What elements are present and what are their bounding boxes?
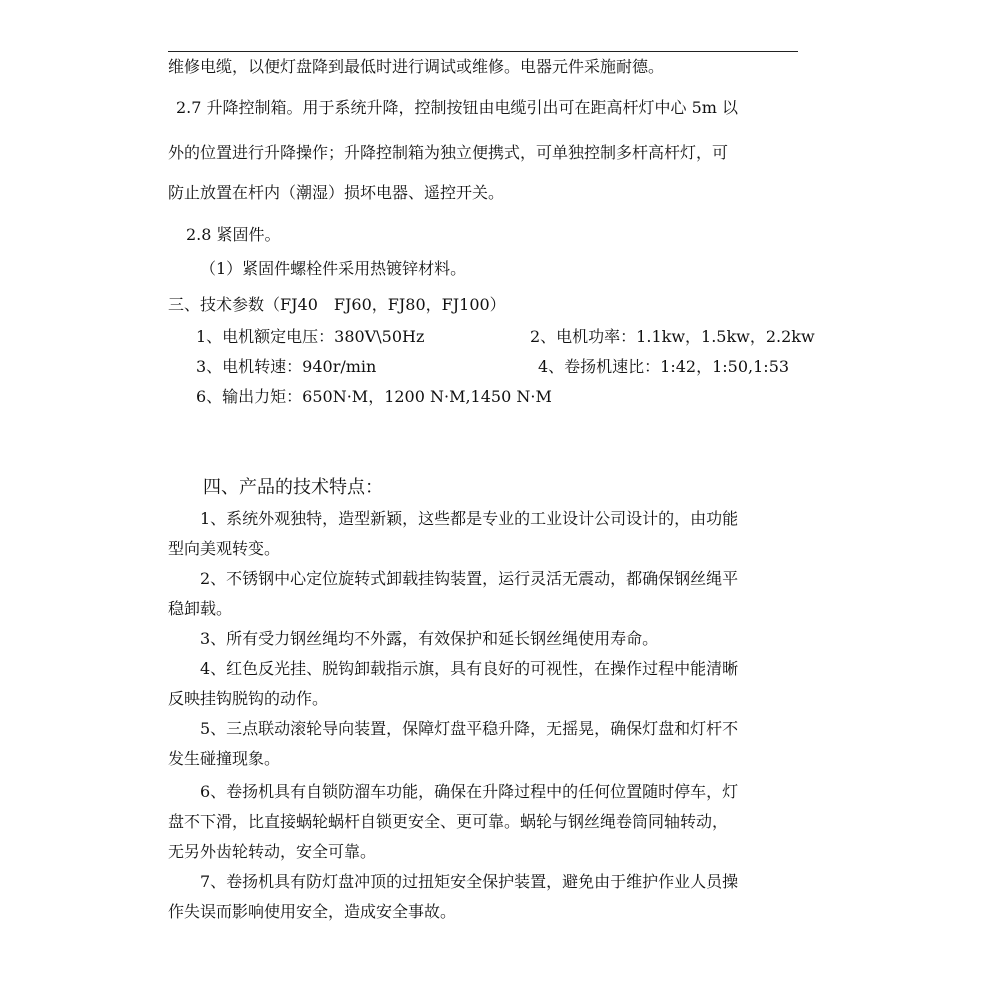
section-3-title: 三、技术参数（FJ40 FJ60，FJ80，FJ100） bbox=[168, 295, 506, 314]
param-speed: 3、电机转速：940r/min bbox=[196, 357, 377, 376]
feature-1-line-2: 型向美观转变。 bbox=[168, 539, 281, 558]
paragraph-2-7-line-1: 2.7 升降控制箱。用于系统升降，控制按钮由电缆引出可在距高杆灯中心 5m 以 bbox=[176, 98, 739, 117]
param-power: 2、电机功率：1.1kw，1.5kw，2.2kw bbox=[530, 327, 815, 346]
feature-7-line-1: 7、卷扬机具有防灯盘冲顶的过扭矩安全保护装置，避免由于维护作业人员操 bbox=[200, 872, 739, 891]
feature-2-line-2: 稳卸载。 bbox=[168, 599, 233, 618]
paragraph-2-7-line-3: 防止放置在杆内（潮湿）损坏电器、遥控开关。 bbox=[168, 183, 505, 202]
param-ratio: 4、卷扬机速比：1:42，1:50,1:53 bbox=[538, 357, 790, 376]
feature-7-line-2: 作失误而影响使用安全，造成安全事故。 bbox=[168, 902, 457, 921]
feature-4-line-2: 反映挂钩脱钩的动作。 bbox=[168, 689, 329, 708]
feature-3-line-1: 3、所有受力钢丝绳均不外露，有效保护和延长钢丝绳使用寿命。 bbox=[200, 629, 659, 648]
header-rule bbox=[168, 51, 798, 52]
feature-2-line-1: 2、不锈钢中心定位旋转式卸载挂钩装置，运行灵活无震动，都确保钢丝绳平 bbox=[200, 569, 739, 588]
heading-2-8: 2.8 紧固件。 bbox=[186, 225, 281, 244]
section-4-title: 四、产品的技术特点： bbox=[203, 477, 383, 498]
paragraph-2-6-tail: 维修电缆，以便灯盘降到最低时进行调试或维修。电器元件采施耐德。 bbox=[168, 57, 665, 76]
feature-6-line-2: 盘不下滑，比直接蜗轮蜗杆自锁更安全、更可靠。蜗轮与钢丝绳卷筒同轴转动， bbox=[168, 812, 729, 831]
feature-6-line-1: 6、卷扬机具有自锁防溜车功能，确保在升降过程中的任何位置随时停车，灯 bbox=[200, 782, 739, 801]
feature-1-line-1: 1、系统外观独特，造型新颖，这些都是专业的工业设计公司设计的，由功能 bbox=[200, 509, 739, 528]
feature-5-line-2: 发生碰撞现象。 bbox=[168, 749, 281, 768]
feature-5-line-1: 5、三点联动滚轮导向装置，保障灯盘平稳升降，无摇晃，确保灯盘和灯杆不 bbox=[200, 719, 739, 738]
feature-6-line-3: 无另外齿轮转动，安全可靠。 bbox=[168, 842, 377, 861]
paragraph-2-7-line-2: 外的位置进行升降操作；升降控制箱为独立便携式，可单独控制多杆高杆灯，可 bbox=[168, 143, 729, 162]
param-voltage: 1、电机额定电压：380V\50Hz bbox=[196, 327, 425, 346]
paragraph-2-8-item-1: （1）紧固件螺栓件采用热镀锌材料。 bbox=[200, 259, 467, 278]
feature-4-line-1: 4、红色反光挂、脱钩卸载指示旗，具有良好的可视性，在操作过程中能清晰 bbox=[200, 659, 739, 678]
param-torque: 6、输出力矩：650N·M，1200 N·M,1450 N·M bbox=[196, 387, 552, 406]
